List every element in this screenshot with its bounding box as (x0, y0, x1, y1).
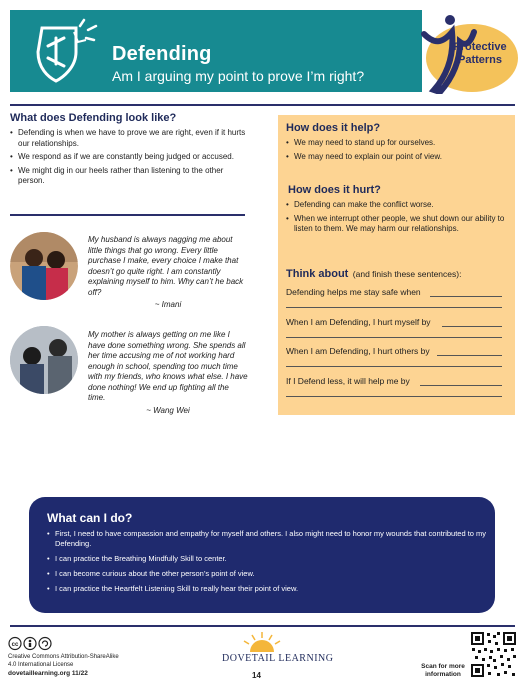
shield-icon (34, 18, 104, 86)
photo-mother-son (10, 326, 78, 394)
list-item: • I can practice the Heartfelt Listening Skill to really hear their point of view. (47, 584, 487, 594)
divider (10, 625, 515, 627)
prompt-3: When I am Defending, I hurt others by (286, 346, 430, 356)
license-line: 4.0 International License (8, 661, 74, 668)
answer-line[interactable] (286, 307, 502, 308)
hurt-list (286, 200, 508, 238)
section-title-hurt: How does it hurt? (288, 184, 381, 196)
quote-imani (88, 235, 248, 311)
look-like-list (10, 128, 248, 190)
scan-caption: Scan for more information (421, 663, 465, 678)
prompt-2: When I am Defending, I hurt myself by (286, 317, 431, 327)
photo-couple (10, 232, 78, 300)
section-title-can-do: What can I do? (47, 511, 133, 525)
quote-wang-wei (88, 330, 248, 416)
sun-logo-icon (232, 630, 292, 654)
answer-line[interactable] (420, 385, 502, 386)
quote-text: My husband is always nagging me about little things that go wrong. Every little purchase I make, every choice I make that doesn’t go quite right. I am constantly explaining myself to him. Why can’t he back off? (88, 235, 244, 297)
quote-author: ~ Wang Wei (146, 405, 190, 415)
answer-line[interactable] (442, 326, 502, 327)
answer-line[interactable] (286, 337, 502, 338)
what-can-i-do-panel (29, 497, 495, 613)
section-title-look-like: What does Defending look like? (10, 112, 177, 124)
quote-text: My mother is always getting on me like I have done something wrong. She spends all her time accusing me of not working hard enough in school, spending too much time with my friends, who knows what else. I have done nothing! We end up fighting all the time. (88, 330, 248, 402)
section-title-think: Think about (286, 268, 349, 280)
header-banner (10, 10, 422, 92)
can-do-list (47, 529, 487, 597)
answer-line[interactable] (286, 396, 502, 397)
answer-line[interactable] (430, 296, 502, 297)
list-item: • I can become curious about the other person’s point of view. (47, 569, 487, 579)
list-item: • Defending can make the conflict worse. (286, 200, 508, 211)
list-item: • When we interrupt other people, we shut down our ability to listen to them. We may harm our relationships. (286, 214, 508, 235)
page-subtitle: Am I arguing my point to prove I’m right? (112, 68, 365, 84)
list-item: • First, I need to have compassion and empathy for myself and others. I also might need to honor my wounds that contributed to my Defending. (47, 529, 487, 549)
think-about-heading (286, 264, 461, 282)
license-text (8, 654, 119, 669)
license-line: Creative Commons Attribution-ShareAlike (8, 654, 119, 660)
quote-author: ~ Imani (154, 300, 182, 309)
page-title: Defending (112, 43, 212, 65)
divider (10, 214, 245, 216)
list-item: • We may need to explain our point of view. (286, 152, 508, 163)
list-item: • We may need to stand up for ourselves. (286, 138, 508, 149)
help-list (286, 138, 508, 165)
svg-text:cc: cc (11, 642, 19, 648)
prompt-1: Defending helps me stay safe when (286, 287, 421, 297)
qr-code-icon[interactable] (470, 631, 517, 678)
badge-label: Protective Patterns (453, 41, 507, 66)
section-title-help: How does it help? (286, 122, 381, 134)
dovetail-logo: DOVETAIL LEARNING (222, 653, 334, 664)
list-item: • Defending is when we have to prove we are right, even if it hurts our relationships. (10, 128, 248, 149)
list-item: • We might dig in our heels rather than listening to the other person. (10, 166, 248, 187)
list-item: • I can practice the Breathing Mindfully Skill to center. (47, 554, 487, 564)
prompt-4: If I Defend less, it will help me by (286, 376, 410, 386)
answer-line[interactable] (437, 355, 502, 356)
site-link[interactable]: dovetaillearning.org 11/22 (8, 670, 88, 677)
page-number: 14 (252, 671, 261, 680)
think-note: (and finish these sentences): (352, 269, 462, 279)
divider (10, 104, 515, 106)
creative-commons-icon (8, 636, 54, 651)
answer-line[interactable] (286, 366, 502, 367)
list-item: • We respond as if we are constantly being judged or accused. (10, 152, 248, 163)
